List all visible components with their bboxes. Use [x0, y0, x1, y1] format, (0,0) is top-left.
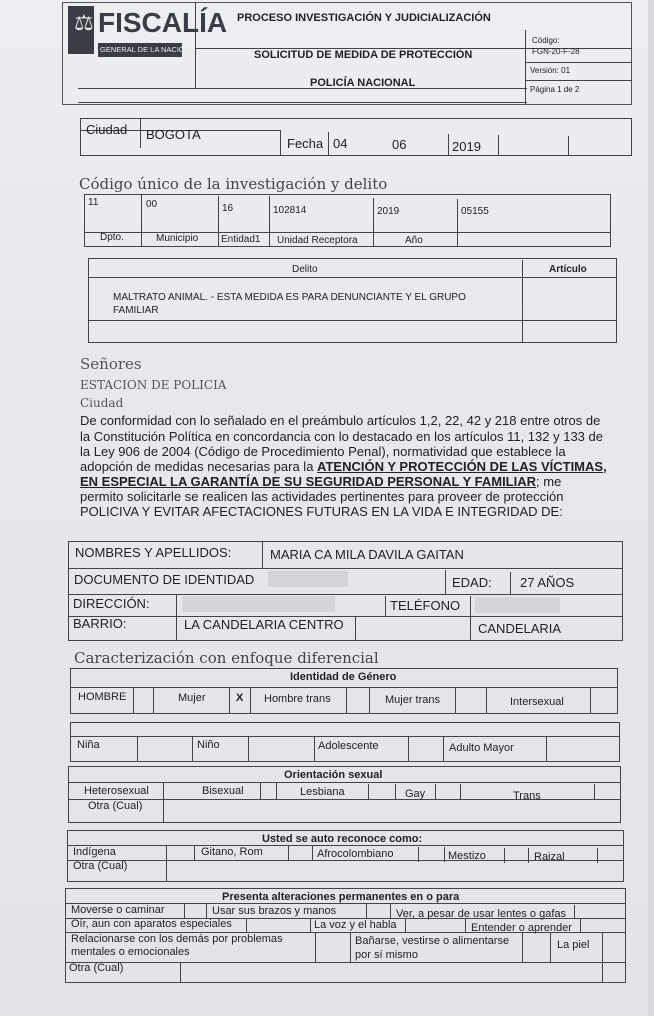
code-label: Código: [532, 36, 560, 45]
disability-banarse: Bañarse, vestirse o alimentarse [355, 935, 510, 947]
gender-title: Identidad de Género [290, 671, 397, 683]
disability-title: Presenta alteraciones permanentes en o para [222, 891, 460, 903]
crime-description-cont: FAMILIAR [113, 305, 159, 316]
disability-relacionarse-cont: mentales o emocionales [71, 946, 190, 958]
body-line-6: permito solicitarle se realicen las actividades pertinentes para proveer de protección [80, 489, 564, 504]
age-value: 27 AÑOS [520, 575, 575, 590]
gender-mujer-mark: X [236, 692, 244, 704]
form-title-2: POLICÍA NACIONAL [310, 77, 416, 89]
code-consecutive: 05155 [461, 206, 489, 217]
label-dpto: Dpto. [100, 232, 124, 243]
salutation-station: ESTACION DE POLICIA [80, 378, 227, 392]
code-section-title: Código único de la investigación y delito [79, 175, 388, 193]
body-line-2: la Constitución Política en concordancia con lo destacado en los artículos 11, 132 y 133 de [80, 429, 603, 444]
version: Versión: 01 [530, 66, 571, 75]
date-label: Fecha [287, 136, 324, 151]
date-day: 04 [333, 136, 348, 151]
phone-redacted [475, 597, 560, 613]
city-value: BOGOTA [146, 127, 201, 142]
characterization-title: Caracterización con enfoque diferencial [74, 649, 379, 667]
disability-oir: Oír, aun con aparatos especiales [71, 918, 232, 930]
age-adulto-mayor: Adulto Mayor [449, 742, 514, 754]
orientation-gay: Gay [405, 788, 426, 800]
salutation-senores: Señores [80, 355, 142, 373]
date-month: 06 [392, 137, 407, 152]
form-title-1: SOLICITUD DE MEDIDA DE PROTECCIÓN [254, 49, 473, 61]
crime-description: MALTRATO ANIMAL. - ESTA MEDIDA ES PARA DENUNCIANTE Y EL GRUPO [113, 292, 466, 303]
disability-banarse-cont: por sí mismo [355, 949, 418, 961]
document-label: DOCUMENTO DE IDENTIDAD [74, 572, 255, 587]
address-label: DIRECCIÓN: [73, 596, 150, 611]
orientation-lesbiana: Lesbiana [300, 786, 345, 798]
orientation-other: Otra (Cual) [88, 800, 143, 812]
barrio-label: BARRIO: [73, 616, 127, 631]
age-adolescente: Adolescente [318, 740, 379, 752]
orientation-heterosexual: Heterosexual [84, 785, 149, 797]
process-title: PROCESO INVESTIGACIÓN Y JUDICIALIZACIÓN [237, 12, 491, 24]
barrio-value: LA CANDELARIA CENTRO [184, 617, 344, 632]
code-value: FGN-20-F-28 [532, 47, 580, 56]
ethnic-other: Otra (Cual) [73, 860, 128, 872]
crime-col-header: Delito [292, 264, 318, 275]
logo-subtitle: GENERAL DE LA NACIÓN [100, 45, 191, 54]
body-line-3: la Ley 906 de 2004 (Código de Procedimiento Penal), normatividad que establece la [80, 444, 566, 459]
orientation-bisexual: Bisexual [202, 785, 244, 797]
code-unidad: 102814 [273, 205, 307, 216]
gender-mujer: Mujer [178, 692, 206, 704]
ethnic-title: Usted se auto reconoce como: [262, 833, 423, 845]
name-value: MARIA CA MILA DAVILA GAITAN [270, 547, 464, 562]
disability-moverse: Moverse o caminar [71, 904, 165, 916]
disability-brazos: Usar sus brazos y manos [212, 905, 337, 917]
logo-text: FISCALÍA [98, 7, 228, 38]
address-redacted [182, 596, 335, 612]
gender-hombre: HOMBRE [78, 691, 127, 703]
locality-value: CANDELARIA [478, 621, 562, 636]
label-municipio: Municipio [156, 233, 199, 244]
code-entidad: 16 [222, 203, 234, 214]
gender-intersexual: Intersexual [510, 696, 564, 708]
code-year: 2019 [377, 206, 400, 217]
disability-other: Otra (Cual) [69, 962, 124, 974]
label-entidad: Entidad1 [221, 234, 261, 245]
date-year: 2019 [452, 139, 481, 154]
age-label: EDAD: [452, 575, 492, 590]
age-nino: Niño [197, 739, 220, 751]
disability-ver: Ver, a pesar de usar lentes o gafas [396, 908, 567, 920]
body-line-1: De conformidad con lo señalado en el preámbulo artículos 1,2, 22, 42 y 218 entre otros de [80, 413, 601, 428]
body-line-5: EN ESPECIAL LA GARANTÍA DE SU SEGURIDAD PERSONAL Y FAMILIAR; me [80, 474, 562, 489]
disability-piel: La piel [557, 939, 590, 951]
disability-relacionarse: Relacionarse con los demás por problemas [71, 933, 283, 945]
salutation-city: Ciudad [80, 396, 124, 410]
label-year: Año [405, 235, 423, 246]
body-line-4: adopción de medidas necesarias para la ATENCIÓN Y PROTECCIÓN DE LAS VÍCTIMAS, [80, 459, 607, 474]
ethnic-gitano: Gitano, Rom [201, 846, 263, 858]
ethnic-mestizo: Mestizo [448, 850, 486, 862]
code-dpto: 11 [88, 197, 99, 208]
logo-shield-icon: ⚖ [74, 10, 94, 35]
ethnic-indigena: Indígena [73, 846, 116, 858]
disability-entender: Entender o aprender [471, 922, 572, 934]
age-nina: Niña [77, 739, 100, 751]
disability-voz: La voz y el habla [314, 919, 397, 931]
label-unidad: Unidad Receptora [277, 235, 358, 246]
name-label: NOMBRES Y APELLIDOS: [75, 545, 232, 560]
phone-label: TELÉFONO [390, 598, 461, 613]
page-number: Página 1 de 2 [530, 85, 580, 94]
document-redacted [268, 571, 348, 587]
gender-mujer-trans: Mujer trans [385, 694, 441, 706]
gender-hombre-trans: Hombre trans [264, 693, 331, 705]
code-municipio: 00 [146, 199, 158, 210]
orientation-trans: Trans [513, 790, 541, 802]
body-line-7: POLICIVA Y EVITAR AFECTACIONES FUTURAS EN LA VIDA E INTEGRIDAD DE: [80, 504, 563, 519]
ethnic-raizal: Raizal [534, 851, 565, 863]
article-col-header: Artículo [549, 264, 587, 275]
orientation-title: Orientación sexual [284, 769, 383, 781]
city-label: Ciudad [86, 122, 128, 137]
ethnic-afrocolombiano: Afrocolombiano [317, 848, 394, 860]
